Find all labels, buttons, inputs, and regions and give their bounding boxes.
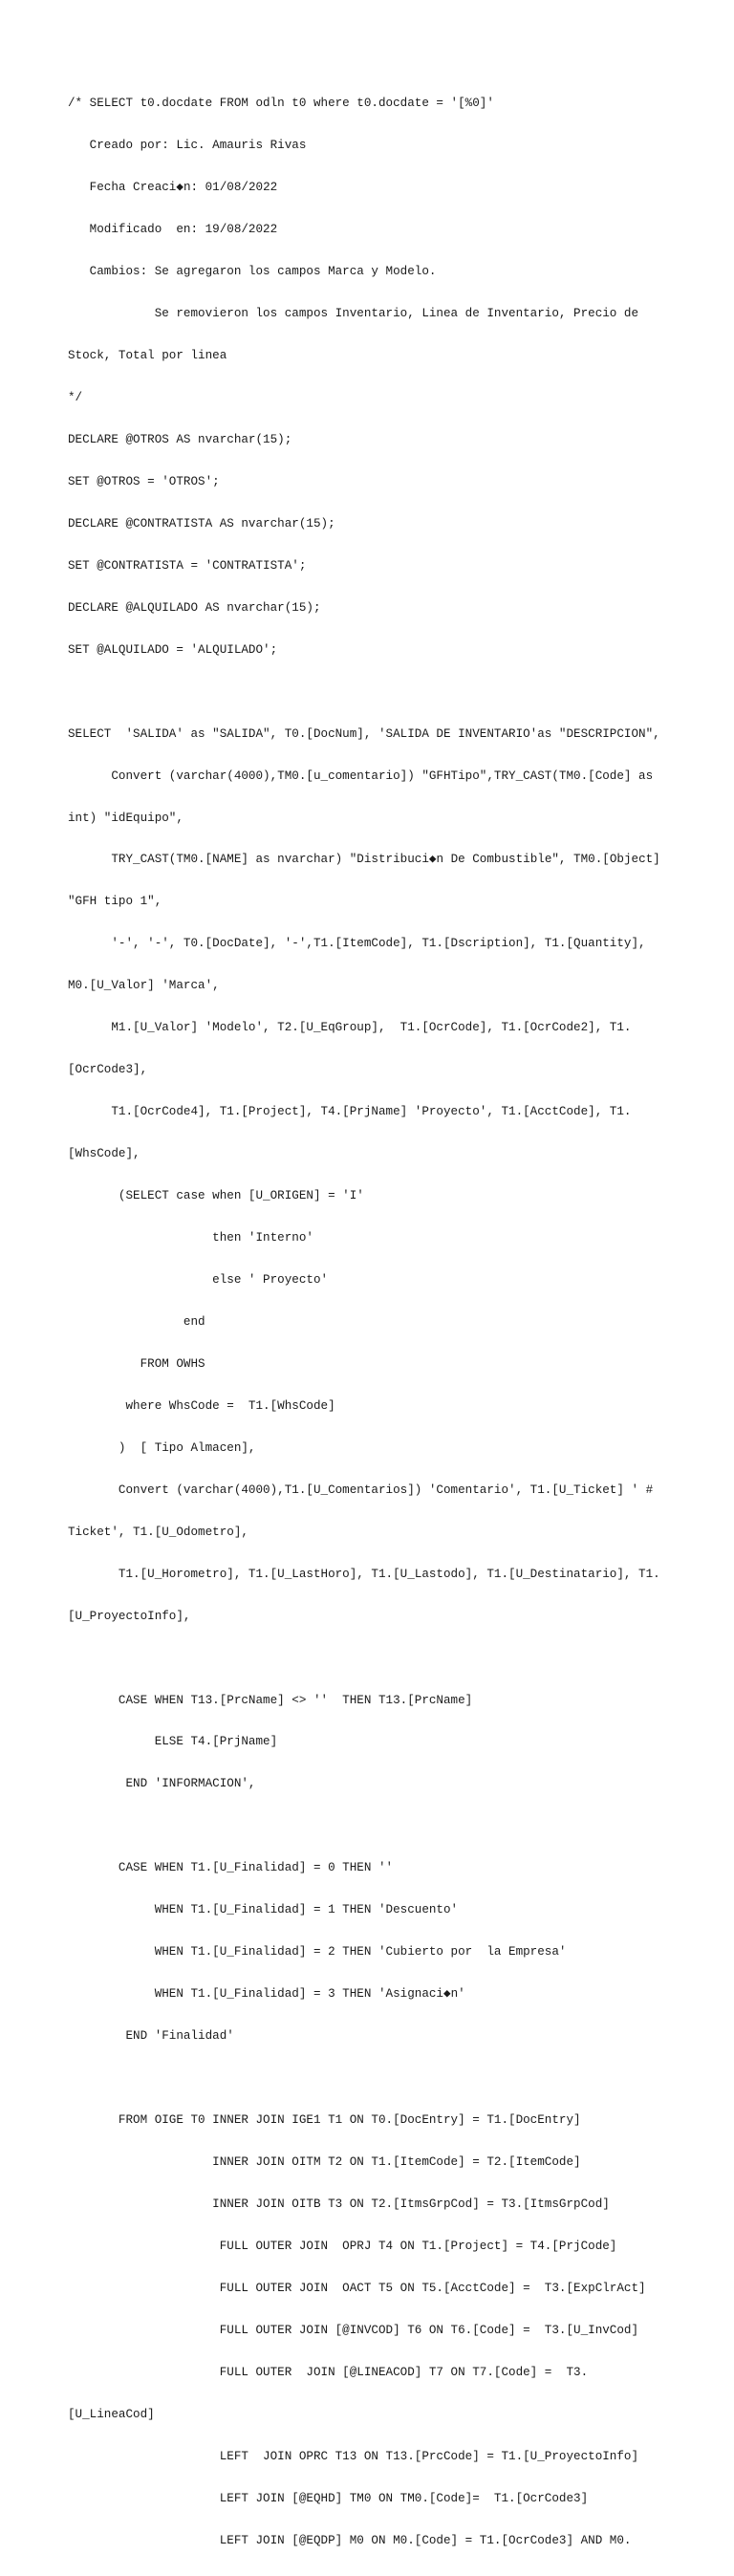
code-line: CASE WHEN T13.[PrcName] <> '' THEN T13.[PrcName]	[68, 1693, 473, 1707]
code-line: CASE WHEN T1.[U_Finalidad] = 0 THEN ''	[68, 1861, 394, 1875]
code-line: Cambios: Se agregaron los campos Marca y Modelo.	[68, 265, 437, 279]
code-line: FULL OUTER JOIN [@INVCOD] T6 ON T6.[Code] = T3.[U_InvCod]	[68, 2323, 639, 2337]
sql-code-block	[68, 69, 670, 2576]
code-line: [U_ProyectoInfo],	[68, 1609, 191, 1623]
code-line: int) "idEquipo",	[68, 811, 184, 825]
code-line: Ticket', T1.[U_Odometro],	[68, 1525, 248, 1539]
code-line: Modificado en: 19/08/2022	[68, 223, 278, 237]
code-line: INNER JOIN OITM T2 ON T1.[ItemCode] = T2.[ItemCode]	[68, 2155, 581, 2170]
code-line: LEFT JOIN OPRC T13 ON T13.[PrcCode] = T1.[U_ProyectoInfo]	[68, 2449, 639, 2463]
code-line: LEFT JOIN [@EQDP] M0 ON M0.[Code] = T1.[OcrCode3] AND M0.	[68, 2533, 632, 2547]
code-line: END 'Finalidad'	[68, 2029, 234, 2044]
code-line: WHEN T1.[U_Finalidad] = 2 THEN 'Cubierto por la Empresa'	[68, 1945, 567, 1959]
code-line: TRY_CAST(TM0.[NAME] as nvarchar) "Distribuci◆n De Combustible", TM0.[Object]	[68, 853, 660, 867]
code-line: FULL OUTER JOIN OACT T5 ON T5.[AcctCode] = T3.[ExpClrAct]	[68, 2281, 646, 2295]
code-line: ) [ Tipo Almacen],	[68, 1440, 256, 1455]
code-line: */	[68, 390, 83, 404]
code-line: end	[68, 1314, 205, 1329]
code-line	[68, 1652, 670, 1666]
code-line: LEFT JOIN [@EQHD] TM0 ON TM0.[Code]= T1.[OcrCode3]	[68, 2491, 589, 2505]
code-line: "GFH tipo 1",	[68, 895, 162, 909]
code-line: M0.[U_Valor] 'Marca',	[68, 979, 220, 993]
code-line: SET @OTROS = 'OTROS';	[68, 474, 220, 488]
code-line: '-', '-', T0.[DocDate], '-',T1.[ItemCode], T1.[Dscription], T1.[Quantity],	[68, 937, 646, 951]
code-line: ELSE T4.[PrjName]	[68, 1735, 278, 1749]
code-line	[68, 1819, 670, 1833]
code-line: WHEN T1.[U_Finalidad] = 1 THEN 'Descuento'	[68, 1903, 459, 1917]
code-line: FULL OUTER JOIN OPRJ T4 ON T1.[Project] = T4.[PrjCode]	[68, 2239, 617, 2253]
code-line	[68, 2071, 670, 2086]
code-line: Convert (varchar(4000),TM0.[u_comentario]) "GFHTipo",TRY_CAST(TM0.[Code] as	[68, 768, 654, 783]
code-line: SELECT 'SALIDA' as "SALIDA", T0.[DocNum], 'SALIDA DE INVENTARIO'as "DESCRIPCION",	[68, 726, 660, 741]
code-line: DECLARE @OTROS AS nvarchar(15);	[68, 432, 292, 446]
code-line: SET @ALQUILADO = 'ALQUILADO';	[68, 642, 278, 657]
code-line: INNER JOIN OITB T3 ON T2.[ItmsGrpCod] = T3.[ItmsGrpCod]	[68, 2197, 610, 2211]
code-line: T1.[U_Horometro], T1.[U_LastHoro], T1.[U_Lastodo], T1.[U_Destinatario], T1.	[68, 1567, 660, 1581]
code-line: where WhsCode = T1.[WhsCode]	[68, 1398, 335, 1413]
code-line: END 'INFORMACION',	[68, 1777, 256, 1791]
code-line: Fecha Creaci◆n: 01/08/2022	[68, 181, 278, 195]
code-line: DECLARE @CONTRATISTA AS nvarchar(15);	[68, 516, 335, 530]
code-line: FROM OWHS	[68, 1356, 205, 1371]
code-line: DECLARE @ALQUILADO AS nvarchar(15);	[68, 600, 321, 615]
code-line: then 'Interno'	[68, 1231, 313, 1245]
code-line: Stock, Total por linea	[68, 349, 227, 363]
code-line: FROM OIGE T0 INNER JOIN IGE1 T1 ON T0.[DocEntry] = T1.[DocEntry]	[68, 2113, 581, 2128]
code-line: T1.[OcrCode4], T1.[Project], T4.[PrjName] 'Proyecto', T1.[AcctCode], T1.	[68, 1105, 632, 1119]
code-line: (SELECT case when [U_ORIGEN] = 'I'	[68, 1189, 364, 1203]
code-line	[68, 685, 670, 700]
code-line: FULL OUTER JOIN [@LINEACOD] T7 ON T7.[Code] = T3.	[68, 2365, 589, 2379]
code-line: Convert (varchar(4000),T1.[U_Comentarios]) 'Comentario', T1.[U_Ticket] ' #	[68, 1483, 654, 1497]
code-line: WHEN T1.[U_Finalidad] = 3 THEN 'Asignaci◆n'	[68, 1987, 465, 2002]
code-line: [U_LineaCod]	[68, 2407, 155, 2421]
code-line: /* SELECT t0.docdate FROM odln t0 where t0.docdate = '[%0]'	[68, 97, 494, 111]
code-line: M1.[U_Valor] 'Modelo', T2.[U_EqGroup], T1.[OcrCode], T1.[OcrCode2], T1.	[68, 1021, 632, 1035]
code-line: Se removieron los campos Inventario, Linea de Inventario, Precio de	[68, 307, 639, 321]
code-line: Creado por: Lic. Amauris Rivas	[68, 139, 307, 153]
code-line: SET @CONTRATISTA = 'CONTRATISTA';	[68, 558, 307, 573]
code-line: [OcrCode3],	[68, 1063, 148, 1077]
code-line: else ' Proyecto'	[68, 1273, 329, 1287]
code-line: [WhsCode],	[68, 1147, 140, 1161]
